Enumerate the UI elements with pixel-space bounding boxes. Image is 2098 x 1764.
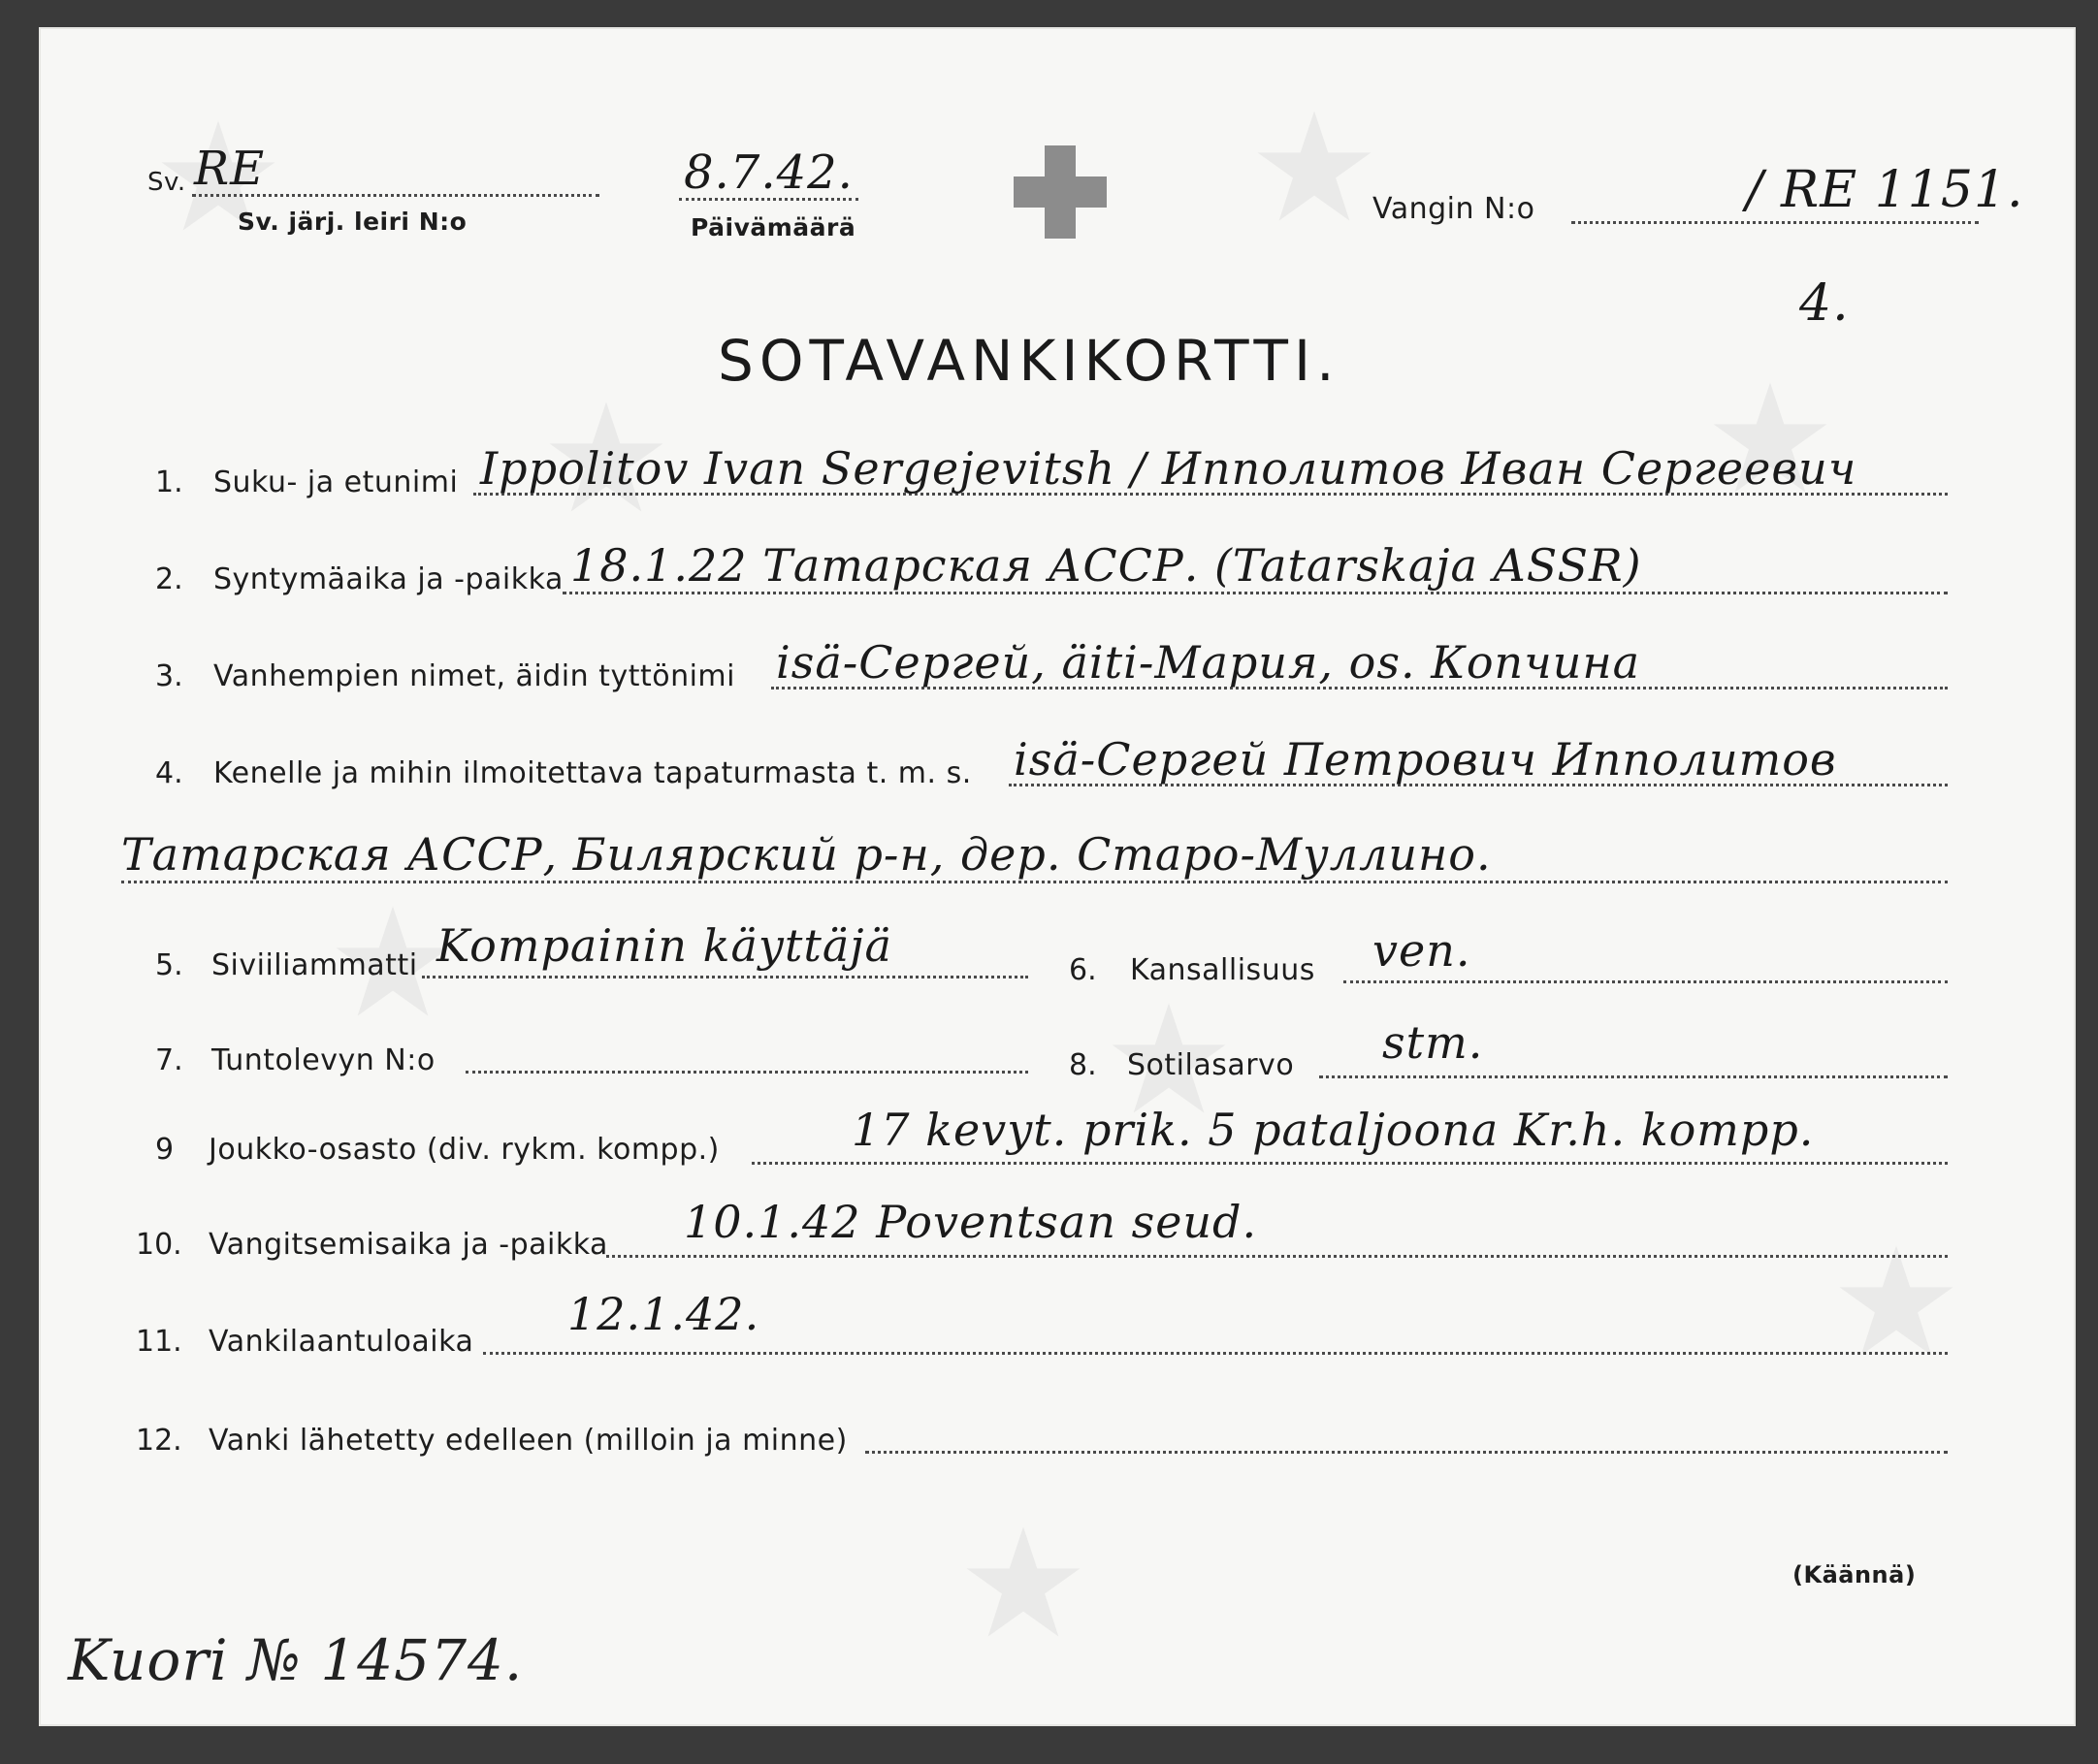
field-line [563, 592, 1948, 594]
watermark-emblem-icon [960, 1521, 1086, 1647]
field-number: 1. [155, 465, 183, 499]
prisoner-no-line [1571, 221, 1979, 224]
field-line [1319, 1075, 1948, 1078]
field-label: Siviiliammatti [211, 948, 418, 982]
field-label: Joukko-osasto (div. rykm. kompp.) [209, 1133, 720, 1167]
date-label: Päivämäärä [691, 213, 856, 241]
field-value: 12.1.42. [567, 1288, 760, 1340]
field-number: 10. [136, 1228, 182, 1262]
field-line [483, 1352, 1948, 1355]
field-label: Vanki lähetetty edelleen (milloin ja minne) [209, 1424, 848, 1458]
field-label: Tuntolevyn N:o [211, 1043, 436, 1077]
field-label: Syntymäaika ja -paikka [213, 562, 564, 596]
field-number: 9 [155, 1133, 175, 1167]
field-label: Vanhempien nimet, äidin tyttönimi [213, 659, 735, 693]
field-number: 5. [155, 948, 183, 982]
prisoner-no-extra: 4. [1799, 274, 1850, 333]
envelope-number: Kuori № 14574. [68, 1627, 524, 1693]
watermark-emblem-icon [1251, 105, 1377, 231]
prisoner-no-value: / RE 1151. [1746, 161, 2024, 219]
field-value: 18.1.22 Татарская АССР. (Tatarskaja ASSR) [570, 539, 1642, 592]
field-number: 3. [155, 659, 183, 693]
field-number: 8. [1069, 1048, 1097, 1082]
field-line [121, 881, 1948, 883]
watermark-emblem-icon [1833, 1239, 1959, 1365]
sv-prefix: Sv. [147, 168, 186, 197]
card-title: SOTAVANKIKORTTI. [718, 328, 1340, 394]
field-line [466, 1071, 1028, 1074]
field-line [752, 1162, 1948, 1165]
field-value: isä-Сергей Петрович Ипполитов [1014, 733, 1837, 786]
field-value: isä-Сергей, äiti-Мария, os. Копчина [776, 636, 1641, 689]
sv-camp-label: Sv. järj. leiri N:o [238, 208, 468, 236]
field-label: Kenelle ja mihin ilmoitettava tapaturmasta t. m. s. [213, 756, 972, 790]
field-label: Vangitsemisaika ja -paikka [209, 1228, 608, 1262]
field-line [422, 976, 1028, 978]
field-value: ven. [1372, 924, 1471, 977]
field-line [865, 1451, 1948, 1454]
field-number: 4. [155, 756, 183, 790]
field-value: Kompainin käyttäjä [436, 919, 892, 972]
field-label: Suku- ja etunimi [213, 465, 459, 499]
red-cross-icon [1014, 145, 1107, 239]
date-value: 8.7.42. [684, 145, 854, 200]
prisoner-no-label: Vangin N:o [1372, 192, 1535, 226]
field-number: 7. [155, 1043, 183, 1077]
field-line [1343, 980, 1948, 983]
field-value: 17 kevyt. prik. 5 pataljoona Kr.h. kompp. [852, 1104, 1815, 1156]
field-number: 6. [1069, 953, 1097, 987]
field-value: stm. [1382, 1016, 1484, 1069]
prisoner-card [39, 27, 2076, 1726]
field-number: 12. [136, 1424, 182, 1458]
field-value: Ippolitov Ivan Sergejevitsh / Ипполитов Иван Сергеевич [480, 442, 1857, 495]
field-line [606, 1255, 1948, 1258]
field-label: Kansallisuus [1130, 953, 1315, 987]
field-label: Sotilasarvo [1127, 1048, 1295, 1082]
sv-camp-value: RE [194, 142, 266, 196]
field-label: Vankilaantuloaika [209, 1325, 474, 1359]
field-number: 11. [136, 1325, 182, 1359]
field-value: 10.1.42 Poventsan seud. [684, 1196, 1258, 1248]
turn-over-note: (Käännä) [1792, 1561, 1917, 1588]
field-number: 2. [155, 562, 183, 596]
field-value-continued: Татарская АССР, Билярский р-н, дер. Старо-Муллино. [121, 828, 1492, 881]
